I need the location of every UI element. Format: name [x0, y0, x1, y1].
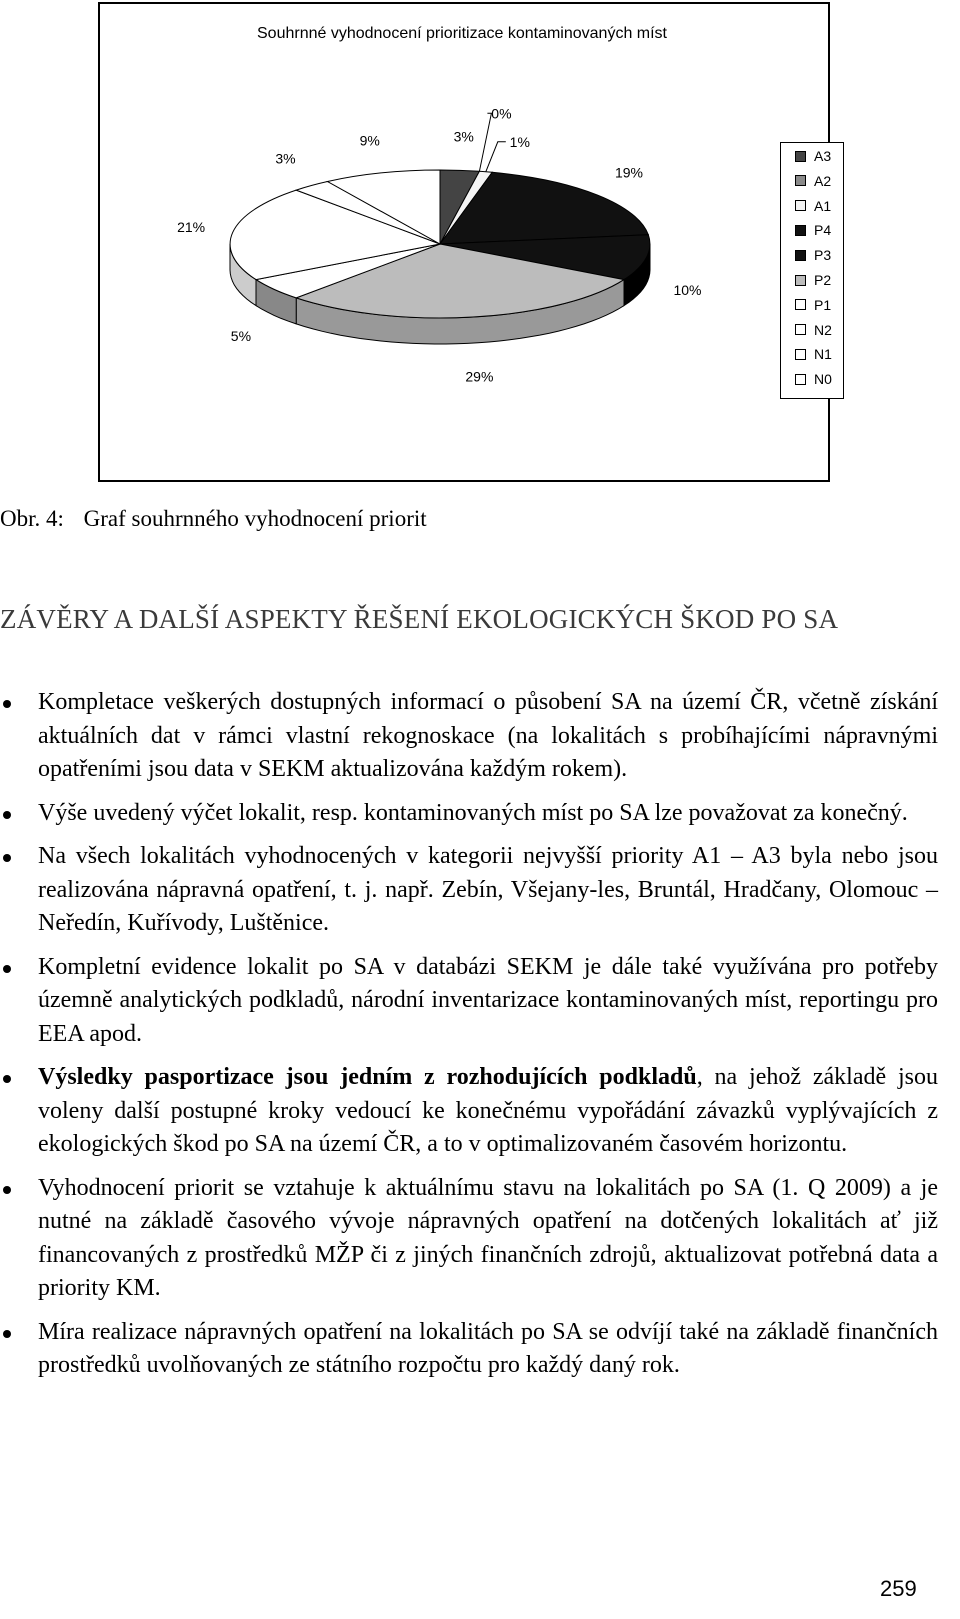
- pie-label-a1: 1%: [509, 133, 530, 150]
- bullet-text: Vyhodnocení priorit se vztahuje k aktuálnímu stavu na lokalitách po SA (1. Q 2009) a je nutné na základě časového vývoje nápravných opatření na dotčených lokalitách ať již financovaných z prostředků MŽP či z jiných finančních zdrojů, aktualizovat potřebná data a priority KM.: [38, 1174, 938, 1301]
- legend-label: N0: [814, 371, 832, 388]
- legend-swatch: [795, 275, 806, 286]
- chart-title: Souhrnné vyhodnocení prioritizace kontaminovaných míst: [257, 25, 667, 42]
- legend-label: P4: [814, 222, 832, 239]
- legend-swatch: [795, 299, 806, 310]
- legend-label: P2: [814, 272, 832, 288]
- bullet-text: Míra realizace nápravných opatření na lokalitách po SA se odvíjí také na základě finančních prostředků uvolňovaných ze státního rozpočtu pro každý daný rok.: [38, 1318, 938, 1378]
- pie-chart: [100, 4, 828, 480]
- bullet-item: [0, 797, 938, 831]
- figure-caption-text: Graf souhrnného vyhodnocení priorit: [83, 506, 427, 531]
- pie-label-p2: 29%: [465, 368, 494, 385]
- legend-item-n0: [795, 370, 832, 388]
- figure-caption-label: Obr. 4:: [0, 506, 64, 531]
- section-heading: ZÁVĚRY A DALŠÍ ASPEKTY ŘEŠENÍ EKOLOGICKÝCH ŠKOD PO SA: [0, 604, 839, 634]
- legend-swatch: [795, 200, 806, 211]
- page-number: 259: [880, 1576, 917, 1601]
- bullet-bold-text: Výsledky pasportizace jsou jedním z rozhodujících podkladů: [38, 1064, 697, 1090]
- legend-swatch: [795, 225, 806, 236]
- bullet-text: Na všech lokalitách vyhodnocených v kategorii nejvyšší priority A1 – A3 byla nebo jsou realizována nápravná opatření, t. j. např. Zebín, Všejany-les, Bruntál, Hradčany, Olomouc – Neředín, Kuřívody, Luštěnice.: [38, 843, 938, 936]
- legend-item-a1: [795, 197, 831, 215]
- legend-item-p1: [795, 296, 831, 314]
- legend-label: A2: [814, 172, 832, 189]
- legend-swatch: [795, 374, 806, 385]
- legend-item-a3: [795, 147, 831, 165]
- leader-line: [486, 142, 506, 172]
- pie-label-p4: 19%: [614, 164, 644, 181]
- bullet-dot-icon: [3, 700, 11, 708]
- legend-item-a2: [795, 172, 831, 190]
- bullet-item: [0, 951, 938, 1052]
- chart-legend: [780, 142, 844, 399]
- legend-item-p3: [795, 246, 831, 264]
- legend-label: P3: [814, 247, 832, 264]
- bullet-text: Kompletní evidence lokalit po SA v databázi SEKM je dále také využívána pro potřeby územně analytických podkladů, národní inventarizace kontaminovaných míst, reportingu pro EEA apod.: [38, 953, 938, 1047]
- bullet-item: [0, 1172, 938, 1306]
- bullet-item: [0, 686, 938, 787]
- legend-label: P1: [814, 296, 832, 313]
- bullet-dot-icon: [3, 965, 11, 973]
- pie-label-n1: 3%: [275, 150, 296, 167]
- bullet-text: Kompletace veškerých dostupných informací o působení SA na území ČR, včetně získání aktuálních dat v rámci vlastní rekognoskace (na lokalitách s probíhajícími nápravnými opatřeními jsou data v SEKM aktualizována každým rokem).: [38, 689, 938, 782]
- bullet-dot-icon: [3, 1186, 11, 1194]
- legend-swatch: [795, 250, 806, 261]
- bullet-item: [0, 1316, 938, 1383]
- pie-chart-figure: [98, 2, 830, 482]
- legend-swatch: [795, 349, 806, 360]
- bullet-item: [0, 840, 938, 941]
- legend-item-n2: [795, 321, 832, 339]
- legend-label: A1: [814, 197, 832, 214]
- legend-label: N2: [814, 321, 832, 338]
- bullet-text: , na jehož základě jsou voleny další postupné kroky vedoucí ke konečnému vypořádání závazků vyplývajících z ekologických škod po SA na území ČR, a to v optimalizovaném časovém horizontu.: [38, 1064, 938, 1157]
- legend-item-p4: [795, 221, 831, 239]
- figure-caption: [0, 506, 427, 532]
- legend-item-p2: [795, 271, 831, 289]
- pie-label-a2: 0%: [491, 105, 512, 122]
- conclusions-list: [0, 686, 938, 1393]
- bullet-dot-icon: [3, 854, 11, 862]
- legend-label: N1: [814, 346, 832, 363]
- bullet-dot-icon: [3, 1075, 11, 1083]
- bullet-dot-icon: [3, 1330, 11, 1338]
- pie-label-a3: 3%: [453, 128, 474, 145]
- pie-label-p1: 5%: [230, 328, 252, 345]
- legend-swatch: [795, 324, 806, 335]
- legend-label: A3: [814, 148, 832, 164]
- bullet-text: Výše uvedený výčet lokalit, resp. kontaminovaných míst po SA lze považovat za konečný.: [38, 799, 908, 826]
- pie-label-n0: 9%: [359, 132, 380, 149]
- legend-swatch: [795, 151, 806, 162]
- pie-label-p3: 10%: [673, 282, 702, 299]
- bullet-dot-icon: [3, 811, 11, 819]
- legend-item-n1: [795, 345, 832, 363]
- bullet-item: [0, 1061, 938, 1162]
- legend-swatch: [795, 175, 806, 186]
- pie-label-n2: 21%: [177, 219, 206, 236]
